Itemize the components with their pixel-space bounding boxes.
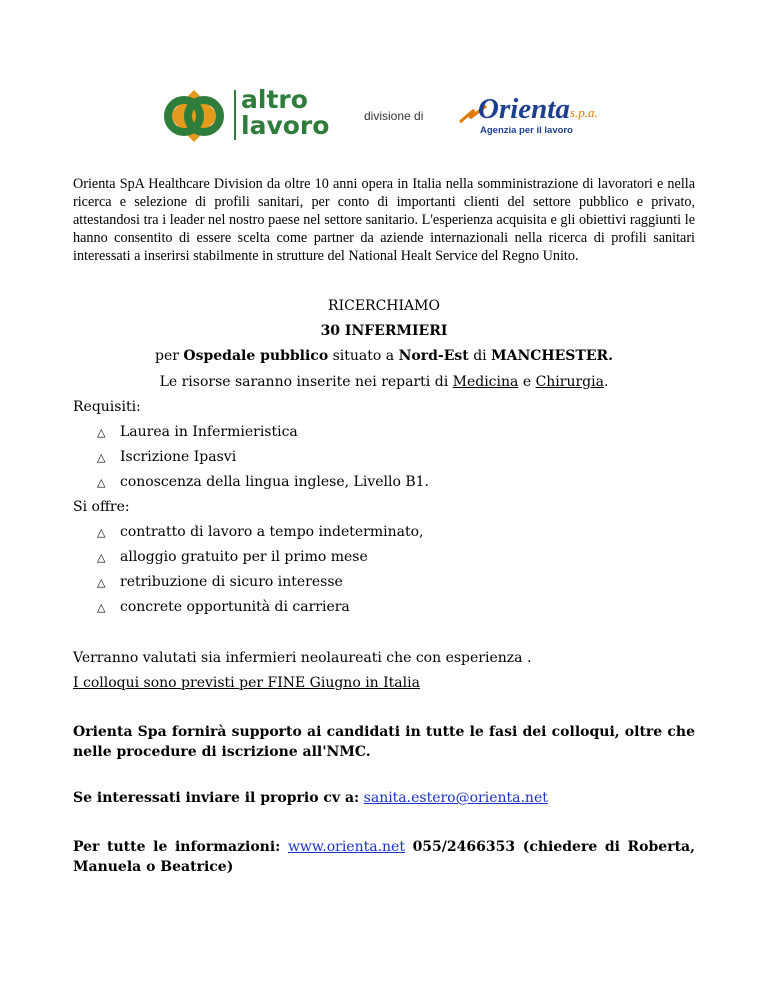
cv-line: Se interessati inviare il proprio cv a: sanita.estero@orienta.net — [73, 790, 548, 806]
email-link[interactable]: sanita.estero@orienta.net — [363, 790, 548, 806]
website-link[interactable]: www.orienta.net — [287, 839, 405, 855]
list-item: △ alloggio gratuito per il primo mese — [97, 549, 368, 565]
orienta-subtitle: Agenzia per il lavoro — [480, 125, 573, 136]
departments-line: Le risorse saranno inserite nei reparti di Medicina e Chirurgia. — [159, 374, 609, 390]
colloqui-line: I colloqui sono previsti per FINE Giugno in Italia — [73, 675, 420, 691]
bullet-icon: △ — [97, 451, 106, 464]
requisiti-label: Requisiti: — [73, 399, 141, 415]
altro-text: altro — [241, 85, 308, 114]
list-item: △ concrete opportunità di carriera — [97, 599, 350, 615]
orienta-logo — [458, 94, 628, 144]
list-item: △ Laurea in Infermieristica — [97, 424, 298, 440]
altro-lavoro-rings-icon — [158, 86, 230, 146]
bullet-icon: △ — [97, 426, 106, 439]
bullet-icon: △ — [97, 551, 106, 564]
altro-lavoro-wordmark — [241, 87, 329, 139]
header-logos — [158, 86, 618, 146]
valutati-line: Verranno valutati sia infermieri neolaureati che con esperienza . — [73, 650, 532, 666]
info-paragraph: Per tutte le informazioni: www.orienta.net 055/2466353 (chiedere di Roberta, Manuela o Beatrice) — [73, 839, 695, 875]
ricerchiamo-heading: RICERCHIAMO — [328, 298, 440, 314]
lavoro-text: lavoro — [241, 111, 330, 140]
orienta-spa: s.p.a. — [570, 105, 598, 120]
count-heading: 30 INFERMIERI — [320, 323, 448, 339]
list-item: △ conoscenza della lingua inglese, Livello B1. — [97, 474, 429, 490]
list-item: △ contratto di lavoro a tempo indeterminato, — [97, 524, 424, 540]
altro-lavoro-logo — [158, 86, 348, 146]
bullet-icon: △ — [97, 526, 106, 539]
list-item: △ Iscrizione Ipasvi — [97, 449, 237, 465]
list-item: △ retribuzione di sicuro interesse — [97, 574, 343, 590]
bullet-icon: △ — [97, 601, 106, 614]
altro-lavoro-divider — [234, 90, 236, 140]
bullet-icon: △ — [97, 576, 106, 589]
divisione-label: divisione di — [364, 109, 424, 123]
orienta-name: Orienta — [478, 93, 570, 125]
supporto-paragraph: Orienta Spa fornirà supporto ai candidati in tutte le fasi dei colloqui, oltre che nelle procedure di iscrizione all'NMC. — [73, 724, 695, 760]
location-line: per Ospedale pubblico situato a Nord-Est di MANCHESTER. — [154, 348, 613, 364]
bullet-icon: △ — [97, 476, 106, 489]
offre-label: Si offre: — [73, 499, 130, 515]
intro-paragraph: Orienta SpA Healthcare Division da oltre 10 anni opera in Italia nella somministrazione di lavoratori e nella ricerca e selezione di profili sanitari, per conto di importanti clienti del settore pubblico e privato, attestandosi tra i leader nel nostro paese nel settore sanitario. L'esperienza acquisita e gli obiettivi raggiunti le hanno consentito di essere scelta come partner da aziende internazionali nella ricerca di profili sanitari interessati a inserirsi stabilmente in strutture del National Healt Service del Regno Unito. — [73, 176, 695, 264]
